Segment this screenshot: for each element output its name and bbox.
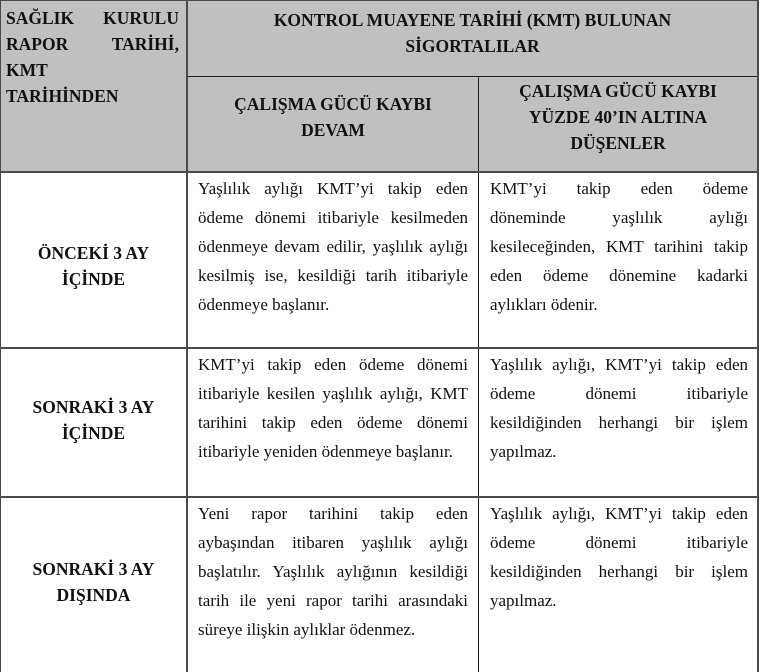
row-label-sonraki-3-ay-icinde (0, 349, 187, 497)
row-label-line-1: SONRAKİ 3 AY (32, 559, 155, 579)
group-header-line-1: KONTROL MUAYENE TARİHİ (KMT) BULUNAN (273, 10, 672, 30)
row-label-line-1: SONRAKİ 3 AY (32, 397, 155, 417)
column-header-dusenler-line-1: ÇALIŞMA GÜCÜ KAYBI (519, 81, 717, 101)
corner-header-line-3: KMT (6, 60, 48, 80)
divider-header-bottom (0, 171, 759, 173)
table-cell-devam: KMT’yi takip eden ödeme dönemi itibariyle kesilen yaşlılık aylığı, KMT tarihini takip eden ödeme dönemi itibariyle yeniden ödenmeye başlanır. (198, 355, 468, 461)
divider-header-split (188, 76, 757, 77)
row-label-line-2: İÇİNDE (61, 423, 126, 443)
border-right (757, 0, 759, 672)
table-cell-dusenler: Yaşlılık aylığı, KMT’yi takip eden ödeme dönemi itibariyle kesildiğinden herhangi bir işlem yapılmaz. (490, 504, 748, 610)
corner-header-line-1: SAĞLIK KURULU (6, 8, 179, 28)
column-header-dusenler-line-2: YÜZDE 40’IN ALTINA (528, 107, 708, 127)
table-cell-dusenler: Yaşlılık aylığı, KMT’yi takip eden ödeme dönemi itibariyle kesildiğinden herhangi bir işlem yapılmaz. (490, 355, 748, 461)
column-header-devam (188, 77, 478, 172)
border-left (0, 0, 1, 672)
border-top (0, 0, 759, 1)
group-header-line-2: SİGORTALILAR (405, 36, 540, 56)
divider-column-1 (186, 0, 188, 672)
table-cell-devam: Yeni rapor tarihini takip eden aybaşından itibaren yaşlılık aylığı başlatılır. Yaşlılık aylığının kesildiği tarih ile yeni rapor tarihi arasındaki süreye ilişkin aylıklar ödenmez. (198, 504, 468, 639)
row-label-onceki-3-ay (0, 173, 187, 348)
divider-row-1 (0, 347, 759, 349)
table-cell-dusenler: KMT’yi takip eden ödeme döneminde yaşlılık aylığı kesileceğinden, KMT tarihini takip eden ödeme dönemine kadarki aylıkları ödenir. (490, 179, 748, 314)
divider-row-2 (0, 496, 759, 498)
row-label-sonraki-3-ay-disinda (0, 498, 187, 672)
column-header-dusenler-line-3: DÜŞENLER (570, 133, 666, 153)
corner-header-line-2: RAPOR TARİHİ, (6, 34, 179, 54)
column-header-devam-line-2: DEVAM (301, 120, 365, 140)
row-label-line-1: ÖNCEKİ 3 AY (37, 242, 150, 263)
column-header-devam-line-1: ÇALIŞMA GÜCÜ KAYBI (234, 94, 432, 114)
divider-column-2 (478, 77, 479, 672)
corner-header-line-4: TARİHİNDEN (6, 86, 119, 106)
corner-header (0, 0, 187, 172)
row-label-line-2: DIŞINDA (56, 585, 131, 605)
column-header-dusenler (479, 77, 757, 172)
group-header (188, 0, 757, 76)
table-cell-devam: Yaşlılık aylığı KMT’yi takip eden ödeme dönemi itibariyle kesilmeden ödenmeye devam edilir, yaşlılık aylığı kesilmiş ise, kesildiği tarih itibariyle ödenmeye başlanır. (198, 179, 468, 314)
row-label-line-2: İÇİNDE (61, 268, 126, 289)
